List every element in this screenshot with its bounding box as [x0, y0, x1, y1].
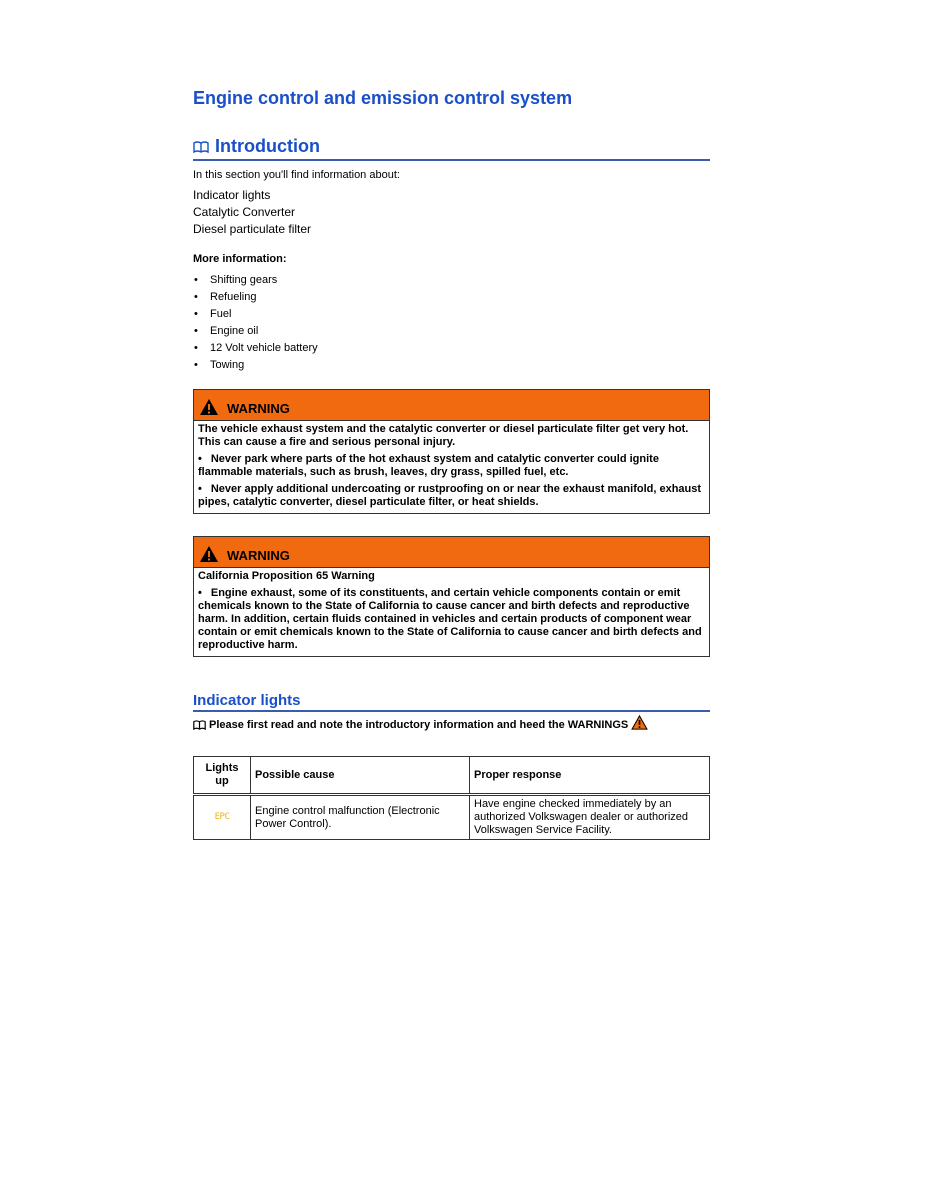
warning-text: California Proposition 65 Warning	[198, 570, 375, 582]
warning-bullet: • Never park where parts of the hot exhaust system and catalytic converter could ignite flammable materials, such as brush, leaves, dry grass, spilled fuel, etc.	[198, 453, 659, 478]
warning-box-exhaust	[193, 389, 710, 514]
column-header-possible-cause: Possible cause	[251, 757, 470, 795]
warning-text: The vehicle exhaust system and the catalytic converter or diesel particulate filter get very hot. This can cause a fire and serious personal injury.	[198, 423, 689, 448]
warning-body	[194, 421, 709, 513]
book-icon	[193, 141, 209, 153]
table-header-row	[194, 757, 710, 795]
more-info-label: More information:	[193, 253, 287, 265]
topic-list	[193, 187, 311, 238]
warning-bullet-text: Never park where parts of the hot exhaust system and catalytic converter could ignite flammable materials, such as brush, leaves, dry grass, spilled fuel, etc.	[198, 453, 659, 478]
topic-link[interactable]: Catalytic Converter	[193, 205, 296, 219]
section-heading-text: Introduction	[215, 136, 320, 156]
warning-bullet: • Never apply additional undercoating or rustproofing on or near the exhaust manifold, exhaust pipes, catalytic converter, diesel particulate filter, or heat shields.	[198, 483, 702, 508]
topic-link[interactable]: Diesel particulate filter	[193, 222, 312, 236]
more-info-item[interactable]: • Towing	[193, 357, 318, 374]
warning-triangle-icon	[199, 398, 219, 416]
warning-body	[194, 568, 709, 656]
warning-triangle-icon	[199, 545, 219, 563]
topic-link[interactable]: Indicator lights	[193, 188, 271, 202]
warning-header	[194, 390, 709, 421]
more-info-item[interactable]: • Shifting gears	[193, 272, 318, 289]
warning-label: WARNING	[227, 401, 290, 416]
warning-bullet-text: Engine exhaust, some of its constituents, and certain vehicle components contain or emit chemicals known to the State of California to cause cancer and birth defects and reproductive harm. In addition, certain fluids contained in vehicles and certain products of component wear contain or emit chemicals known to the State of California to cause cancer and birth defects and reproductive harm.	[198, 587, 702, 651]
intro-text: In this section you'll find information about:	[193, 169, 400, 181]
warning-bullet: • Engine exhaust, some of its constituents, and certain vehicle components contain or emit chemicals known to the State of California to cause cancer and birth defects and reproductive harm. In addition, certain fluids contained in vehicles and certain products of component wear contain or emit chemicals known to the State of California to cause cancer and birth defects and reproductive harm.	[198, 587, 702, 651]
more-info-item[interactable]: • Engine oil	[193, 323, 318, 340]
page-title: Engine control and emission control system	[193, 88, 573, 108]
book-icon	[193, 720, 206, 730]
warning-triangle-icon[interactable]	[631, 715, 648, 730]
more-info-item[interactable]: • 12 Volt vehicle battery	[193, 340, 318, 357]
more-info-list	[193, 272, 318, 374]
column-header-lights-up: Lights up	[194, 757, 251, 795]
read-first-note-text[interactable]: Please first read and note the introductory information and heed the WARNINGS	[209, 719, 629, 731]
section-heading-indicator-lights: Indicator lights	[193, 692, 710, 712]
warning-box-prop65	[193, 536, 710, 657]
more-info-item[interactable]: • Refueling	[193, 289, 318, 306]
column-header-proper-response: Proper response	[470, 757, 710, 795]
epc-indicator-icon	[194, 795, 251, 840]
table-row	[194, 795, 710, 840]
section-heading-introduction	[193, 136, 710, 161]
warning-label: WARNING	[227, 548, 290, 563]
cell-proper-response: Have engine checked immediately by an authorized Volkswagen dealer or authorized Volkswagen Service Facility.	[470, 795, 710, 840]
read-first-note	[193, 719, 648, 731]
indicator-lights-table	[193, 756, 710, 840]
epc-symbol: EPC	[214, 812, 230, 822]
cell-possible-cause: Engine control malfunction (Electronic Power Control).	[251, 795, 470, 840]
more-info-item[interactable]: • Fuel	[193, 306, 318, 323]
warning-header	[194, 537, 709, 568]
warning-bullet-text: Never apply additional undercoating or rustproofing on or near the exhaust manifold, exhaust pipes, catalytic converter, diesel particulate filter, or heat shields.	[198, 483, 702, 508]
